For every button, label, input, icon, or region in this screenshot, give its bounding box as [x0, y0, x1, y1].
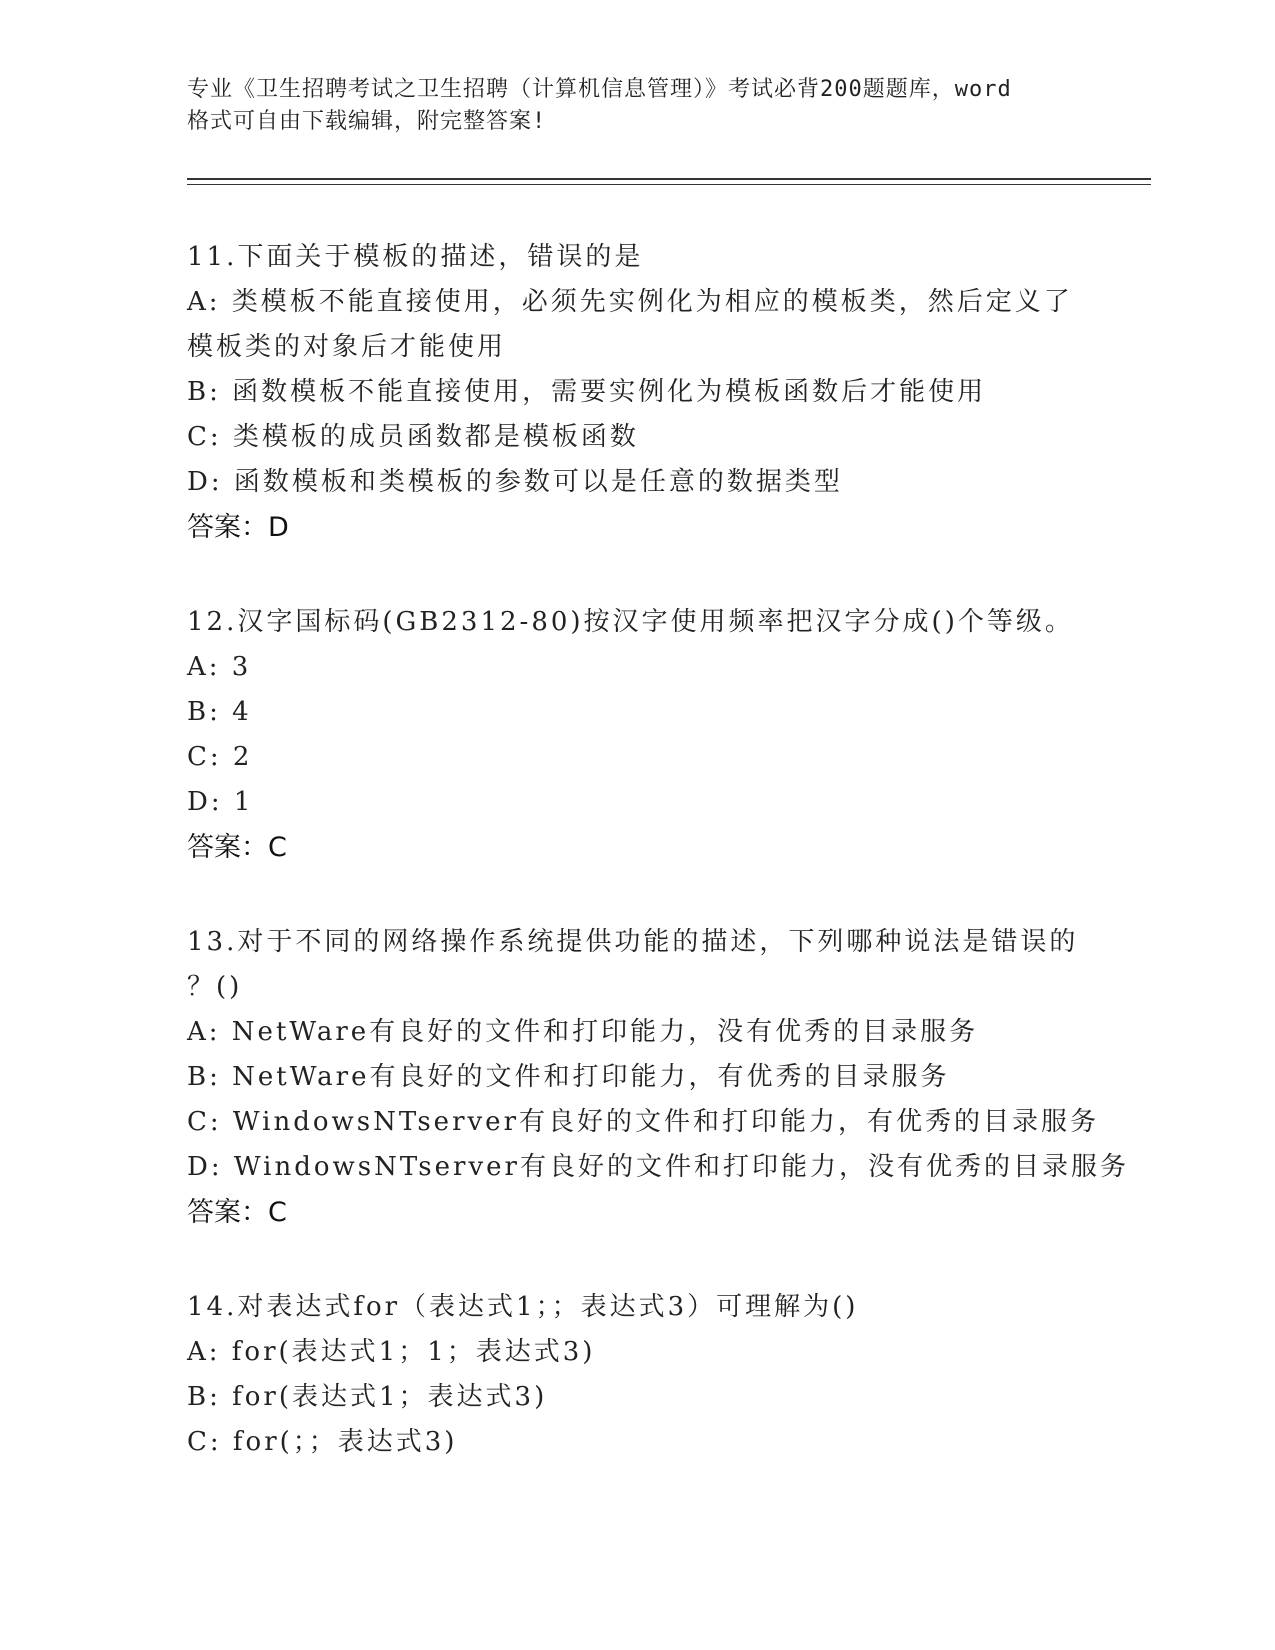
option-text: A: 类模板不能直接使用，必须先实例化为相应的模板类，然后定义了: [187, 287, 1073, 317]
question-text: 14.对表达式for（表达式1；；表达式3）可理解为(): [187, 1292, 859, 1322]
header-divider-thick: [187, 178, 1151, 180]
option-text: B: 函数模板不能直接使用，需要实例化为模板函数后才能使用: [187, 377, 987, 407]
option-text: 模板类的对象后才能使用: [187, 332, 507, 362]
question-block: [187, 1285, 1087, 1465]
option-text: A: 3: [187, 652, 252, 682]
option-text: D: 函数模板和类模板的参数可以是任意的数据类型: [187, 467, 843, 497]
option-text: C: WindowsNTserver有良好的文件和打印能力，有优秀的目录服务: [187, 1107, 1100, 1137]
option-text: A: NetWare有良好的文件和打印能力，没有优秀的目录服务: [187, 1017, 979, 1047]
answer-text: 答案：C: [187, 832, 287, 863]
question-list: [187, 235, 1129, 1465]
option-text: A: for(表达式1；1；表达式3): [187, 1337, 596, 1367]
answer-text: 答案：D: [187, 512, 289, 543]
header-divider-thin: [187, 184, 1151, 185]
document-header: [187, 74, 1087, 138]
option-text: D: 1: [187, 787, 254, 817]
question-spacer: [187, 870, 1087, 920]
question-spacer: [187, 1235, 1087, 1285]
question-text: ？(): [187, 972, 243, 1002]
question-spacer: [187, 550, 1087, 600]
question-text: 12.汉字国标码(GB2312-80)按汉字使用频率把汉字分成()个等级。: [187, 607, 1074, 637]
option-text: B: for(表达式1；表达式3): [187, 1382, 548, 1412]
question-text: 13.对于不同的网络操作系统提供功能的描述，下列哪种说法是错误的: [187, 927, 1079, 957]
header-line-1: 专业《卫生招聘考试之卫生招聘（计算机信息管理）》考试必背200题题库，word: [187, 77, 1012, 102]
option-text: C: for(；；表达式3): [187, 1427, 458, 1457]
header-line-2: 格式可自由下载编辑，附完整答案!: [187, 109, 547, 134]
option-text: B: NetWare有良好的文件和打印能力，有优秀的目录服务: [187, 1062, 950, 1092]
question-text: 11.下面关于模板的描述，错误的是: [187, 242, 644, 272]
option-text: B: 4: [187, 697, 252, 727]
option-text: C: 类模板的成员函数都是模板函数: [187, 422, 639, 452]
question-block: [187, 600, 1087, 870]
answer-text: 答案：C: [187, 1197, 287, 1228]
option-text: D: WindowsNTserver有良好的文件和打印能力，没有优秀的目录服务: [187, 1152, 1129, 1182]
question-block: [187, 235, 1087, 550]
question-block: [187, 920, 1129, 1235]
option-text: C: 2: [187, 742, 253, 772]
